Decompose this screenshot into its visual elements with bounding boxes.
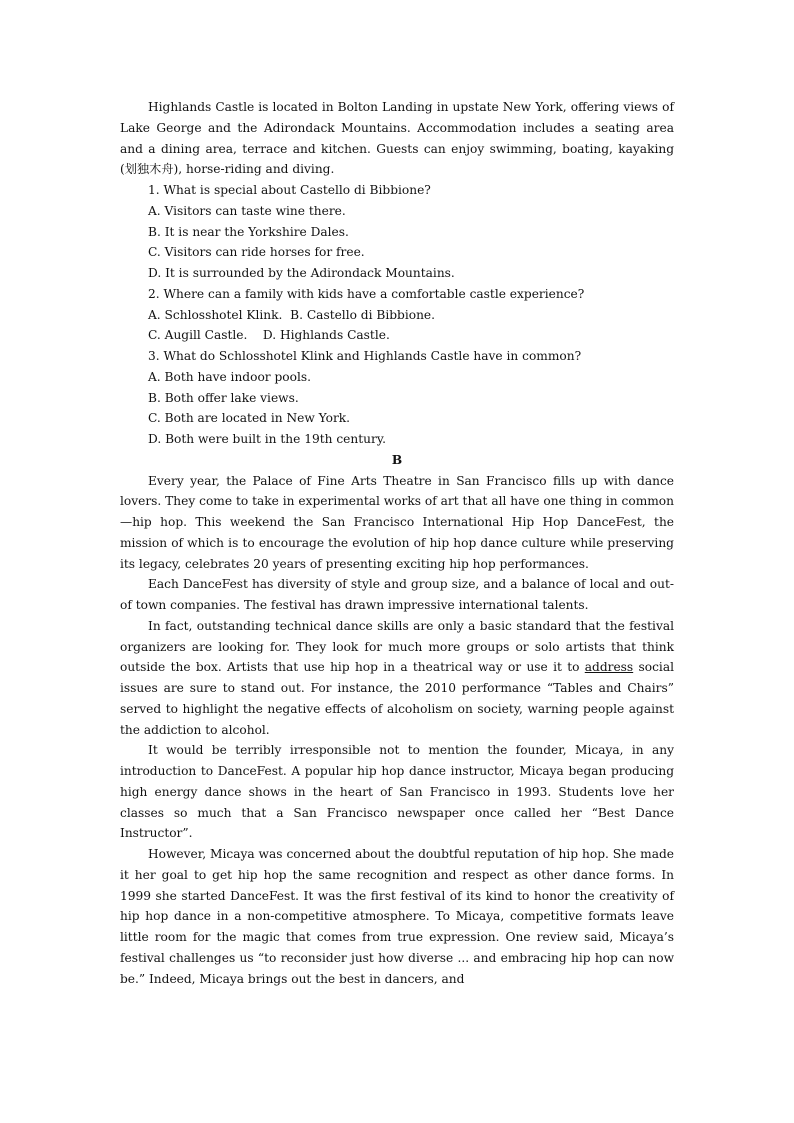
question-stem: 3. What do Schlosshotel Klink and Highlands Castle have in common? <box>148 349 582 363</box>
paragraph-palace-theatre: Every year, the Palace of Fine Arts Theatre in San Francisco fills up with dance lovers. They come to take in experimental works of art that all have one thing in common—hip hop. This weekend the San Francisco International Hip Hop DanceFest, the mission of which is to encourage the evolution of hip hop dance culture while preserving its legacy, celebrates 20 years of presenting exciting hip hop performances. <box>120 473 674 571</box>
section-heading-b: B <box>391 452 403 467</box>
document-page <box>120 97 674 989</box>
question-3 <box>120 346 674 450</box>
answer-option: B. It is near the Yorkshire Dales. <box>148 224 349 239</box>
answer-option: A. Both have indoor pools. <box>148 369 311 384</box>
answer-option: C. Both are located in New York. <box>148 411 351 426</box>
answer-option: A. Schlosshotel Klink. B. Castello di Bibbione. <box>148 307 436 322</box>
answer-option: D. Both were built in the 19th century. <box>148 432 386 446</box>
answer-option: D. It is surrounded by the Adirondack Mountains. <box>148 266 455 280</box>
answer-option: B. Both offer lake views. <box>148 390 299 405</box>
paragraph-diversity: Each DanceFest has diversity of style and group size, and a balance of local and out-of town companies. The festival has drawn impressive international talents. <box>120 577 674 612</box>
paragraph-founder: It would be terribly irresponsible not to mention the founder, Micaya, in any introduction to DanceFest. A popular hip hop dance instructor, Micaya began producing high energy dance shows in the heart of San Francisco in 1993. Students love her classes so much that a San Francisco newspaper once called her “Best Dance Instructor”. <box>120 743 674 841</box>
paragraph-highlands-castle: Highlands Castle is located in Bolton Landing in upstate New York, offering views of Lake George and the Adirondack Mountains. Accommodation includes a seating area and a dining area, terrace and kitchen. Guests can enjoy swimming, boating, kayaking (划独木舟), horse-riding and diving. <box>120 100 674 177</box>
answer-option: C. Augill Castle. D. Highlands Castle. <box>148 328 390 343</box>
text-run: social issues are sure to stand out. For instance, the 2010 performance “Tables and Chairs” served to highlight the negative effects of alcoholism on society, warning people against the addiction to alcohol. <box>120 660 674 737</box>
question-stem: 2. Where can a family with kids have a comfortable castle experience? <box>148 286 585 301</box>
answer-option: C. Visitors can ride horses for free. <box>148 245 365 260</box>
underlined-word-address: address <box>584 660 634 675</box>
answer-option: A. Visitors can taste wine there. <box>148 203 346 218</box>
text-run: In fact, outstanding technical dance skills are only a basic standard that the festival organizers are looking for. They look for much more groups or solo artists that think outside the box. Artists that use hip hop in a theatrical way or use it to <box>120 618 674 675</box>
question-stem: 1. What is special about Castello di Bibbione? <box>148 183 431 197</box>
question-1 <box>120 180 674 284</box>
paragraph-standards <box>120 616 674 741</box>
paragraph-reputation: However, Micaya was concerned about the doubtful reputation of hip hop. She made it her goal to get hip hop the same recognition and respect as other dance forms. In 1999 she started DanceFest. It was the first festival of its kind to honor the creativity of hip hop dance in a non-competitive atmosphere. To Micaya, competitive formats leave little room for the magic that comes from true expression. One review said, Micaya’s festival challenges us “to reconsider just how diverse ... and embracing hip hop can now be.” Indeed, Micaya brings out the best in dancers, and <box>120 847 674 986</box>
question-2 <box>120 284 674 346</box>
